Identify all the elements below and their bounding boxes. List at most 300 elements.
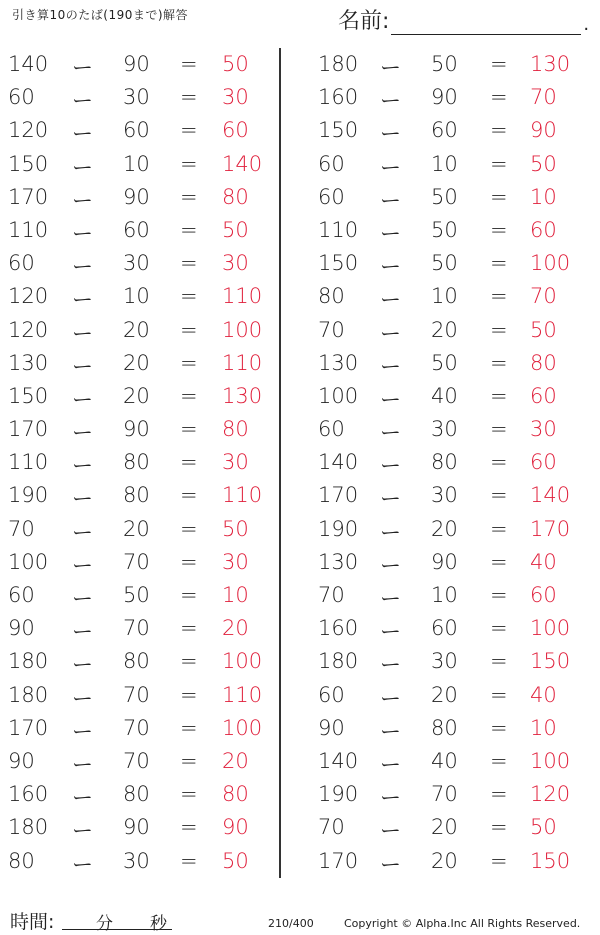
subtrahend: 20 — [123, 350, 150, 375]
minuend: 180 — [8, 682, 49, 707]
minuend: 90 — [318, 715, 345, 740]
answer: 40 — [530, 549, 557, 574]
problem-row — [300, 745, 590, 778]
minuend: 180 — [318, 52, 359, 76]
problem-row — [0, 811, 290, 844]
problem-row — [0, 314, 290, 347]
equals-sign: = — [490, 118, 508, 143]
subtrahend: 40 — [431, 748, 458, 773]
minus-sign: ー — [380, 454, 401, 479]
minus-sign: ー — [380, 620, 401, 645]
minuend: 70 — [8, 516, 35, 541]
problem-row — [0, 612, 290, 645]
problem-row — [0, 579, 290, 612]
subtrahend: 70 — [123, 549, 150, 574]
subtrahend: 90 — [123, 52, 150, 76]
footer — [0, 905, 600, 935]
answer: 10 — [530, 184, 557, 209]
problem-row — [300, 778, 590, 811]
problem-row — [0, 347, 290, 380]
problem-row — [300, 181, 590, 214]
equals-sign: = — [180, 417, 198, 442]
problem-row — [300, 579, 590, 612]
subtrahend: 50 — [431, 350, 458, 375]
minuend: 170 — [8, 184, 49, 209]
answer: 50 — [222, 516, 249, 541]
problem-row — [0, 148, 290, 181]
name-field[interactable] — [391, 12, 581, 35]
subtrahend: 60 — [431, 616, 458, 641]
answer: 130 — [222, 383, 263, 408]
equals-sign: = — [490, 815, 508, 840]
answer: 30 — [222, 549, 249, 574]
answer: 50 — [530, 815, 557, 840]
answer: 30 — [222, 251, 249, 276]
subtrahend: 70 — [123, 715, 150, 740]
minuend: 180 — [8, 649, 49, 674]
minuend: 60 — [8, 251, 35, 276]
minuend: 160 — [318, 85, 359, 110]
answer: 140 — [222, 151, 263, 176]
problem-row — [0, 845, 290, 878]
minus-sign: ー — [72, 520, 93, 545]
subtrahend: 30 — [431, 483, 458, 508]
minuend: 150 — [318, 118, 359, 143]
answer: 50 — [222, 52, 249, 76]
seconds-label: 秒 — [150, 914, 167, 934]
equals-sign: = — [490, 483, 508, 508]
minus-sign: ー — [380, 553, 401, 578]
minuend: 170 — [318, 848, 359, 873]
minuend: 150 — [8, 383, 49, 408]
minuend: 130 — [318, 350, 359, 375]
minus-sign: ー — [380, 786, 401, 811]
equals-sign: = — [180, 317, 198, 342]
equals-sign: = — [180, 184, 198, 209]
equals-sign: = — [490, 616, 508, 641]
minus-sign: ー — [380, 421, 401, 446]
answer: 60 — [530, 450, 557, 475]
name-area — [338, 4, 589, 35]
problem-row — [300, 247, 590, 280]
problem-row — [0, 645, 290, 678]
answer: 70 — [530, 85, 557, 110]
subtrahend: 20 — [123, 516, 150, 541]
problem-row — [300, 446, 590, 479]
problem-row — [300, 81, 590, 114]
equals-sign: = — [180, 383, 198, 408]
problem-row — [300, 679, 590, 712]
equals-sign: = — [180, 649, 198, 674]
minus-sign: ー — [380, 819, 401, 844]
minuend: 110 — [318, 217, 359, 242]
equals-sign: = — [490, 251, 508, 276]
answer: 70 — [530, 284, 557, 309]
subtrahend: 20 — [431, 682, 458, 707]
answer: 150 — [530, 649, 571, 674]
subtrahend: 90 — [123, 417, 150, 442]
minus-sign: ー — [72, 719, 93, 744]
subtrahend: 80 — [431, 450, 458, 475]
problem-row — [300, 612, 590, 645]
minuend: 60 — [318, 417, 345, 442]
answer: 60 — [222, 118, 249, 143]
minus-sign: ー — [380, 255, 401, 280]
equals-sign: = — [180, 549, 198, 574]
equals-sign: = — [490, 848, 508, 873]
problem-row — [300, 347, 590, 380]
minuend: 180 — [8, 815, 49, 840]
subtrahend: 60 — [123, 217, 150, 242]
minuend: 60 — [8, 583, 35, 607]
minuend: 190 — [318, 516, 359, 541]
minuend: 120 — [8, 284, 49, 309]
answer: 110 — [222, 350, 263, 375]
subtrahend: 40 — [431, 383, 458, 408]
minuend: 140 — [8, 52, 49, 76]
subtrahend: 50 — [431, 184, 458, 209]
equals-sign: = — [180, 848, 198, 873]
problem-row — [300, 479, 590, 512]
problem-row — [0, 712, 290, 745]
equals-sign: = — [180, 682, 198, 707]
minuend: 60 — [8, 85, 35, 110]
minuend: 120 — [8, 118, 49, 143]
minuend: 70 — [318, 317, 345, 342]
answer: 20 — [222, 616, 249, 641]
problem-row — [0, 247, 290, 280]
answer: 100 — [222, 317, 263, 342]
problem-row — [0, 48, 290, 81]
answer: 110 — [222, 483, 263, 508]
minuend: 130 — [8, 350, 49, 375]
equals-sign: = — [490, 350, 508, 375]
problem-row — [0, 280, 290, 313]
answer: 100 — [530, 251, 571, 276]
answer: 170 — [530, 516, 571, 541]
minus-sign: ー — [380, 188, 401, 213]
answer: 60 — [530, 383, 557, 408]
time-label: 時間: — [10, 911, 55, 933]
problem-row — [0, 81, 290, 114]
equals-sign: = — [180, 782, 198, 807]
problem-row — [0, 214, 290, 247]
problem-row — [300, 48, 590, 81]
minuend: 60 — [318, 151, 345, 176]
equals-sign: = — [180, 85, 198, 110]
subtrahend: 80 — [431, 715, 458, 740]
answer: 110 — [222, 284, 263, 309]
minuend: 90 — [8, 748, 35, 773]
subtrahend: 70 — [123, 682, 150, 707]
answer: 10 — [530, 715, 557, 740]
problem-row — [0, 546, 290, 579]
problem-row — [0, 380, 290, 413]
minus-sign: ー — [380, 719, 401, 744]
subtrahend: 20 — [431, 516, 458, 541]
equals-sign: = — [490, 284, 508, 309]
minus-sign: ー — [72, 421, 93, 446]
minuend: 100 — [318, 383, 359, 408]
problem-row — [300, 413, 590, 446]
problem-row — [300, 546, 590, 579]
equals-sign: = — [180, 516, 198, 541]
minuend: 130 — [318, 549, 359, 574]
answer: 80 — [530, 350, 557, 375]
minus-sign: ー — [72, 653, 93, 678]
equals-sign: = — [490, 682, 508, 707]
equals-sign: = — [180, 815, 198, 840]
minus-sign: ー — [72, 354, 93, 379]
answer: 80 — [222, 184, 249, 209]
minus-sign: ー — [72, 321, 93, 346]
minuend: 170 — [8, 417, 49, 442]
minuend: 170 — [318, 483, 359, 508]
subtrahend: 20 — [123, 317, 150, 342]
problem-row — [0, 181, 290, 214]
equals-sign: = — [490, 782, 508, 807]
minuend: 90 — [8, 616, 35, 641]
minuend: 190 — [318, 782, 359, 807]
right-column — [300, 48, 590, 878]
minuend: 160 — [8, 782, 49, 807]
equals-sign: = — [490, 317, 508, 342]
minuend: 170 — [8, 715, 49, 740]
subtrahend: 80 — [123, 782, 150, 807]
answer: 120 — [530, 782, 571, 807]
problem-row — [0, 513, 290, 546]
equals-sign: = — [180, 583, 198, 607]
minus-sign: ー — [72, 686, 93, 711]
copyright: Copyright © Alpha.Inc All Rights Reserved. — [344, 917, 581, 930]
name-end-dot: . — [583, 14, 590, 35]
minus-sign: ー — [380, 686, 401, 711]
minuend: 80 — [8, 848, 35, 873]
minus-sign: ー — [72, 752, 93, 777]
equals-sign: = — [180, 350, 198, 375]
answer: 50 — [530, 317, 557, 342]
minus-sign: ー — [380, 354, 401, 379]
problem-row — [300, 712, 590, 745]
answer: 20 — [222, 748, 249, 773]
problem-row — [0, 778, 290, 811]
problem-row — [0, 745, 290, 778]
equals-sign: = — [180, 217, 198, 242]
minus-sign: ー — [72, 620, 93, 645]
equals-sign: = — [180, 748, 198, 773]
answer: 150 — [530, 848, 571, 873]
answer: 60 — [530, 217, 557, 242]
equals-sign: = — [490, 383, 508, 408]
equals-sign: = — [490, 184, 508, 209]
subtrahend: 20 — [123, 383, 150, 408]
minus-sign: ー — [72, 487, 93, 512]
equals-sign: = — [490, 52, 508, 76]
answer: 30 — [222, 85, 249, 110]
answer: 80 — [222, 417, 249, 442]
equals-sign: = — [180, 715, 198, 740]
name-label: 名前: — [338, 9, 390, 34]
subtrahend: 70 — [123, 616, 150, 641]
equals-sign: = — [490, 217, 508, 242]
subtrahend: 20 — [431, 317, 458, 342]
equals-sign: = — [180, 52, 198, 76]
minus-sign: ー — [380, 653, 401, 678]
answer: 50 — [530, 151, 557, 176]
subtrahend: 30 — [431, 649, 458, 674]
minuend: 70 — [318, 815, 345, 840]
subtrahend: 10 — [123, 151, 150, 176]
subtrahend: 90 — [431, 549, 458, 574]
minuend: 150 — [318, 251, 359, 276]
minus-sign: ー — [380, 221, 401, 246]
equals-sign: = — [180, 251, 198, 276]
minus-sign: ー — [72, 852, 93, 877]
minus-sign: ー — [72, 587, 93, 611]
minus-sign: ー — [380, 288, 401, 313]
answer: 30 — [530, 417, 557, 442]
minuend: 190 — [8, 483, 49, 508]
subtrahend: 70 — [123, 748, 150, 773]
subtrahend: 30 — [123, 848, 150, 873]
equals-sign: = — [490, 417, 508, 442]
answer: 100 — [222, 649, 263, 674]
minuend: 140 — [318, 748, 359, 773]
minuend: 160 — [318, 616, 359, 641]
subtrahend: 80 — [123, 649, 150, 674]
subtrahend: 90 — [431, 85, 458, 110]
minus-sign: ー — [72, 786, 93, 811]
equals-sign: = — [180, 284, 198, 309]
equals-sign: = — [490, 715, 508, 740]
problem-row — [0, 114, 290, 147]
equals-sign: = — [490, 583, 508, 607]
subtrahend: 50 — [431, 52, 458, 76]
minus-sign: ー — [380, 155, 401, 180]
minuend: 180 — [318, 649, 359, 674]
subtrahend: 60 — [123, 118, 150, 143]
minuend: 80 — [318, 284, 345, 309]
minus-sign: ー — [380, 387, 401, 412]
left-column — [0, 48, 290, 878]
answer: 40 — [530, 682, 557, 707]
answer: 100 — [530, 616, 571, 641]
minus-sign: ー — [380, 89, 401, 114]
equals-sign: = — [490, 85, 508, 110]
minuend: 110 — [8, 450, 49, 475]
subtrahend: 30 — [123, 85, 150, 110]
subtrahend: 10 — [431, 284, 458, 309]
minus-sign: ー — [380, 122, 401, 147]
equals-sign: = — [180, 616, 198, 641]
minuend: 120 — [8, 317, 49, 342]
minus-sign: ー — [72, 553, 93, 578]
problem-row — [300, 380, 590, 413]
subtrahend: 20 — [431, 815, 458, 840]
problem-row — [0, 446, 290, 479]
problem-row — [0, 479, 290, 512]
problem-row — [300, 513, 590, 546]
subtrahend: 10 — [431, 583, 458, 607]
answer: 130 — [530, 52, 571, 76]
answer: 110 — [222, 682, 263, 707]
minus-sign: ー — [380, 752, 401, 777]
problem-row — [300, 214, 590, 247]
minus-sign: ー — [72, 56, 93, 80]
problem-row — [300, 811, 590, 844]
equals-sign: = — [490, 748, 508, 773]
equals-sign: = — [180, 118, 198, 143]
subtrahend: 10 — [123, 284, 150, 309]
minus-sign: ー — [72, 188, 93, 213]
minus-sign: ー — [72, 288, 93, 313]
minus-sign: ー — [380, 587, 401, 611]
subtrahend: 20 — [431, 848, 458, 873]
answer: 100 — [222, 715, 263, 740]
problem-row — [300, 314, 590, 347]
minus-sign: ー — [72, 155, 93, 180]
problem-row — [300, 114, 590, 147]
answer: 30 — [222, 450, 249, 475]
equals-sign: = — [180, 483, 198, 508]
minus-sign: ー — [380, 56, 401, 80]
equals-sign: = — [490, 549, 508, 574]
subtrahend: 80 — [123, 450, 150, 475]
minus-sign: ー — [72, 454, 93, 479]
minus-sign: ー — [72, 122, 93, 147]
page-number: 210/400 — [268, 917, 314, 930]
problem-row — [300, 845, 590, 878]
problem-row — [300, 645, 590, 678]
answer: 50 — [222, 217, 249, 242]
answer: 140 — [530, 483, 571, 508]
subtrahend: 50 — [431, 251, 458, 276]
minus-sign: ー — [72, 221, 93, 246]
subtrahend: 80 — [123, 483, 150, 508]
minuend: 150 — [8, 151, 49, 176]
minuend: 60 — [318, 184, 345, 209]
answer: 90 — [222, 815, 249, 840]
equals-sign: = — [490, 151, 508, 176]
answer: 100 — [530, 748, 571, 773]
problem-row — [300, 148, 590, 181]
equals-sign: = — [490, 450, 508, 475]
answer: 80 — [222, 782, 249, 807]
minus-sign: ー — [72, 89, 93, 114]
subtrahend: 30 — [431, 417, 458, 442]
subtrahend: 60 — [431, 118, 458, 143]
minus-sign: ー — [72, 819, 93, 844]
subtrahend: 30 — [123, 251, 150, 276]
answer: 50 — [222, 848, 249, 873]
minutes-label: 分 — [96, 914, 113, 934]
equals-sign: = — [180, 151, 198, 176]
subtrahend: 50 — [123, 583, 150, 607]
minuend: 110 — [8, 217, 49, 242]
answer: 10 — [222, 583, 249, 607]
minus-sign: ー — [72, 387, 93, 412]
worksheet-title: 引き算10のたば(190まで)解答 — [12, 8, 189, 22]
equals-sign: = — [490, 516, 508, 541]
answer: 60 — [530, 583, 557, 607]
subtrahend: 50 — [431, 217, 458, 242]
subtrahend: 10 — [431, 151, 458, 176]
minus-sign: ー — [380, 520, 401, 545]
subtrahend: 90 — [123, 815, 150, 840]
problem-row — [0, 413, 290, 446]
minus-sign: ー — [72, 255, 93, 280]
equals-sign: = — [180, 450, 198, 475]
